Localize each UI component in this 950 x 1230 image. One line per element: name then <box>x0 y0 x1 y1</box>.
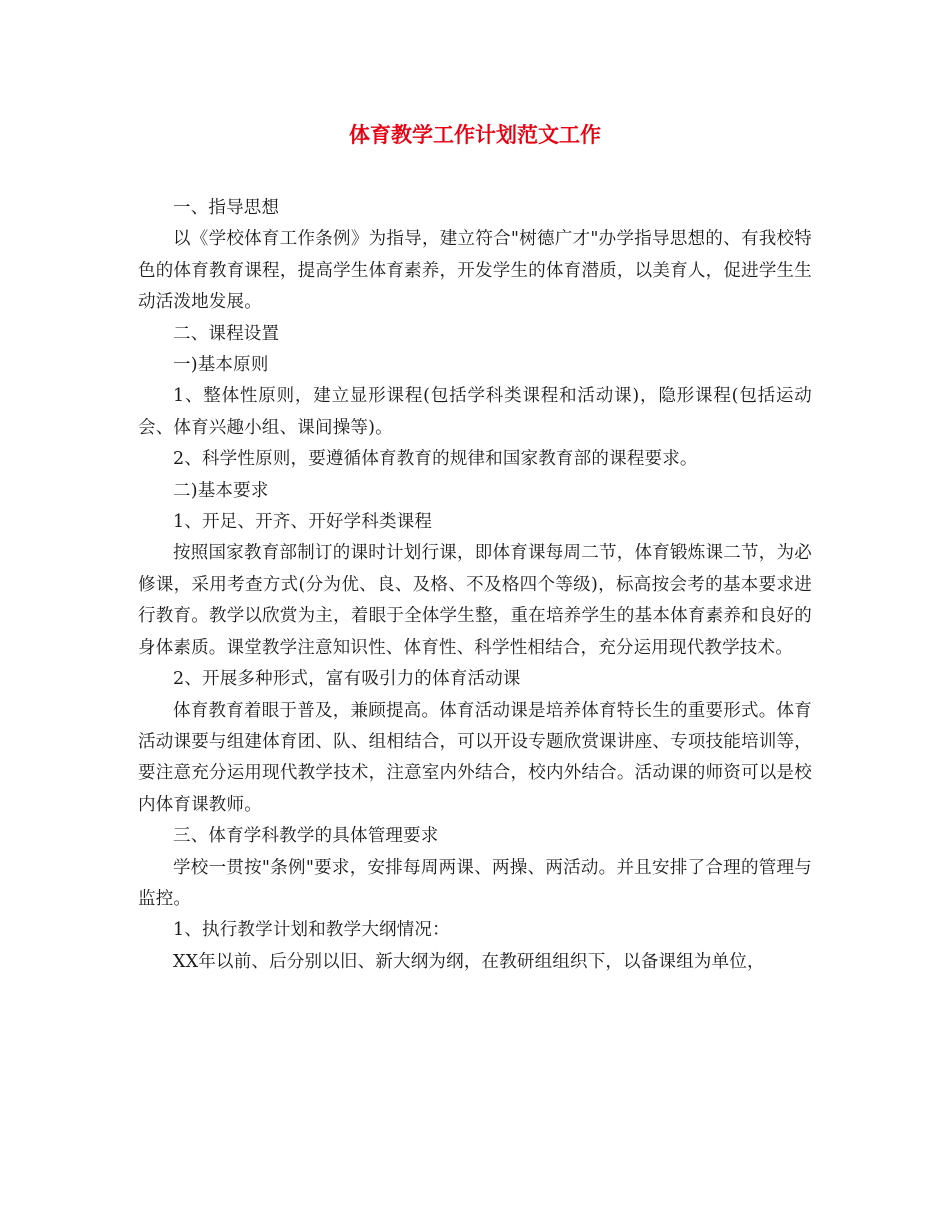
heading-curriculum: 二、课程设置 <box>173 323 280 344</box>
heading-management-requirements: 三、体育学科教学的具体管理要求 <box>173 826 439 847</box>
paragraph: 以《学校体育工作条例》为指导，建立符合"树德广才"办学指导思想的、有我校特色的体育教育课程，提高学生体育素养，开发学生的体育潜质，以美育人，促进学生生动活泼地发展。 <box>138 229 812 313</box>
paragraph: 按照国家教育部制订的课时计划行课，即体育课每周二节，体育锻炼课二节，为必修课，采用考查方式(分为优、良、及格、不及格四个等级)，标高按会考的基本要求进行教育。教学以欣赏为主，着眼于全体学生整，重在培养学生的基本体育素养和良好的身体素质。课堂教学注意知识性、体育性、科学性相结合，充分运用现代教学技术。 <box>138 543 812 658</box>
document-body <box>138 193 812 978</box>
subheading-basic-requirements: 二)基本要求 <box>173 480 269 501</box>
list-item: 1、执行教学计划和教学大纲情况： <box>173 920 450 941</box>
paragraph: 体育教育着眼于普及，兼顾提高。体育活动课是培养体育特长生的重要形式。体育活动课要与组建体育团、队、组相结合，可以开设专题欣赏课讲座、专项技能培训等，要注意充分运用现代教学技术，注意室内外结合，校内外结合。活动课的师资可以是校内体育课教师。 <box>138 700 812 815</box>
paragraph: 1、整体性原则，建立显形课程(包括学科类课程和活动课)，隐形课程(包括运动会、体育兴趣小组、课间操等)。 <box>138 386 812 438</box>
list-item: 2、开展多种形式，富有吸引力的体育活动课 <box>173 669 521 690</box>
list-item: 1、开足、开齐、开好学科类课程 <box>173 512 433 533</box>
heading-guiding-ideology: 一、指导思想 <box>173 198 280 218</box>
paragraph: XX年以前、后分别以旧、新大纲为纲，在教研组组织下，以备课组为单位， <box>173 951 765 972</box>
paragraph: 学校一贯按"条例"要求，安排每周两课、两操、两活动。并且安排了合理的管理与监控。 <box>138 857 812 909</box>
document-title: 体育教学工作计划范文工作 <box>349 122 601 147</box>
paragraph: 2、科学性原则，要遵循体育教育的规律和国家教育部的课程要求。 <box>173 449 698 470</box>
subheading-basic-principles: 一)基本原则 <box>173 355 269 376</box>
